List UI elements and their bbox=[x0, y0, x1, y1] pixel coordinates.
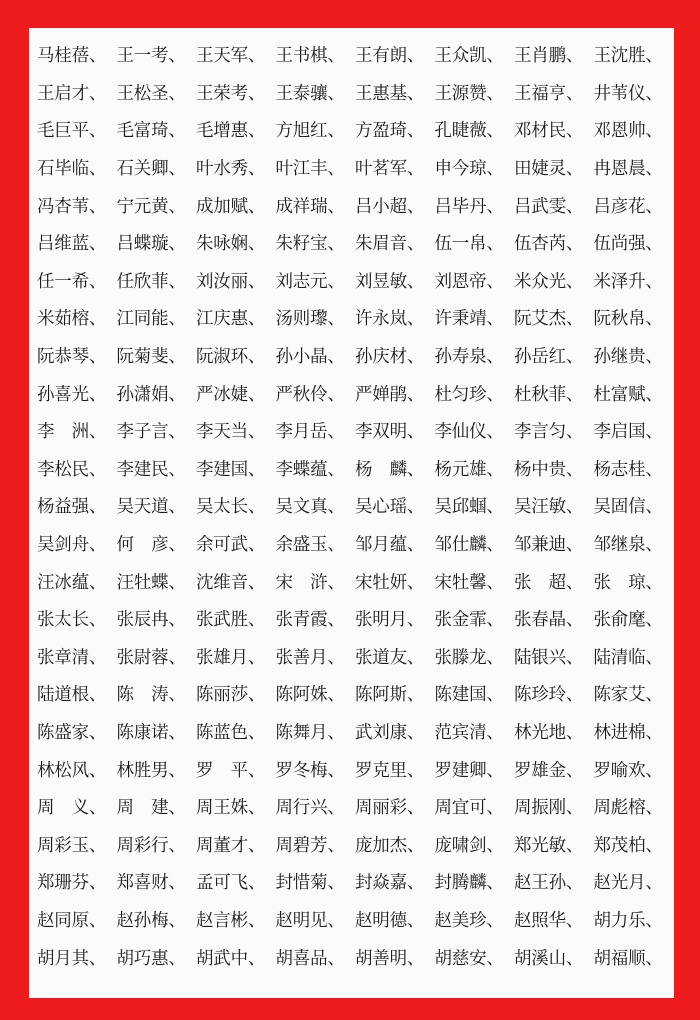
name-entry: 林松风、 bbox=[37, 760, 107, 781]
name-entry: 孙岳红、 bbox=[514, 347, 584, 368]
name-entry: 米泽升、 bbox=[593, 271, 663, 292]
name-entry: 杨中贵、 bbox=[514, 459, 584, 480]
name-entry: 任一希、 bbox=[37, 271, 107, 292]
name-entry: 孙继贵、 bbox=[593, 347, 663, 368]
name-entry: 邓材民、 bbox=[514, 121, 584, 142]
name-entry: 宁元黄、 bbox=[116, 196, 186, 217]
name-entry: 杨益强、 bbox=[37, 497, 107, 518]
name-entry: 孙喜光、 bbox=[37, 384, 107, 405]
name-row bbox=[37, 262, 673, 300]
name-entry: 赵照华、 bbox=[514, 910, 584, 931]
name-entry: 吴文真、 bbox=[275, 497, 345, 518]
name-entry: 王天军、 bbox=[196, 46, 266, 67]
name-entry: 李蝶蕴、 bbox=[275, 459, 345, 480]
name-row bbox=[37, 74, 673, 112]
name-entry: 李天当、 bbox=[196, 422, 266, 443]
name-entry: 赵言彬、 bbox=[196, 910, 266, 931]
name-entry: 吕武雯、 bbox=[514, 196, 584, 217]
name-entry: 张 超、 bbox=[514, 572, 584, 593]
name-entry: 吴固信、 bbox=[593, 497, 663, 518]
name-entry: 邹仕麟、 bbox=[434, 535, 504, 556]
name-entry: 成加赋、 bbox=[196, 196, 266, 217]
name-entry: 吴心瑶、 bbox=[355, 497, 425, 518]
name-entry: 庞加杰、 bbox=[355, 835, 425, 856]
name-entry: 江庆惠、 bbox=[196, 309, 266, 330]
name-entry: 胡武中、 bbox=[196, 948, 266, 969]
name-row bbox=[37, 863, 673, 901]
name-entry: 张道友、 bbox=[355, 647, 425, 668]
name-entry: 陈阿斯、 bbox=[355, 685, 425, 706]
name-entry: 孔睫薇、 bbox=[434, 121, 504, 142]
name-entry: 孟可飞、 bbox=[196, 873, 266, 894]
name-entry: 孙小晶、 bbox=[275, 347, 345, 368]
name-entry: 李子言、 bbox=[116, 422, 186, 443]
name-entry: 刘汝丽、 bbox=[196, 271, 266, 292]
name-entry: 毛巨平、 bbox=[37, 121, 107, 142]
name-entry: 何 彦、 bbox=[116, 535, 186, 556]
name-row bbox=[37, 788, 673, 826]
name-entry: 林光地、 bbox=[514, 722, 584, 743]
name-entry: 陈 涛、 bbox=[116, 685, 186, 706]
name-entry: 杨元雄、 bbox=[434, 459, 504, 480]
name-entry: 陈珍玲、 bbox=[514, 685, 584, 706]
name-entry: 赵孙梅、 bbox=[116, 910, 186, 931]
name-row bbox=[37, 525, 673, 563]
name-row bbox=[37, 450, 673, 488]
name-entry: 胡巧惠、 bbox=[116, 948, 186, 969]
name-entry: 申今琼、 bbox=[434, 159, 504, 180]
name-entry: 朱籽宝、 bbox=[275, 234, 345, 255]
name-entry: 成祥瑞、 bbox=[275, 196, 345, 217]
name-entry: 伍一帛、 bbox=[434, 234, 504, 255]
name-entry: 王书棋、 bbox=[275, 46, 345, 67]
name-entry: 张俞麾、 bbox=[593, 610, 663, 631]
name-entry: 朱眉音、 bbox=[355, 234, 425, 255]
name-entry: 张滕龙、 bbox=[434, 647, 504, 668]
name-entry: 邹兼迪、 bbox=[514, 535, 584, 556]
name-entry: 李建国、 bbox=[196, 459, 266, 480]
name-entry: 庞啸剑、 bbox=[434, 835, 504, 856]
name-entry: 伍杏芮、 bbox=[514, 234, 584, 255]
name-entry: 邹月蕴、 bbox=[355, 535, 425, 556]
name-entry: 许秉靖、 bbox=[434, 309, 504, 330]
names-body bbox=[37, 36, 673, 976]
name-entry: 江同能、 bbox=[116, 309, 186, 330]
name-entry: 汤则瓈、 bbox=[275, 309, 345, 330]
name-entry: 王一考、 bbox=[116, 46, 186, 67]
name-entry: 阮菊斐、 bbox=[116, 347, 186, 368]
name-entry: 罗 平、 bbox=[196, 760, 266, 781]
name-entry: 严秋伶、 bbox=[275, 384, 345, 405]
name-entry: 胡善明、 bbox=[355, 948, 425, 969]
name-entry: 胡喜品、 bbox=[275, 948, 345, 969]
name-entry: 赵王孙、 bbox=[514, 873, 584, 894]
name-entry: 李 洲、 bbox=[37, 422, 107, 443]
name-entry: 范宾清、 bbox=[434, 722, 504, 743]
name-entry: 周行兴、 bbox=[275, 798, 345, 819]
name-entry: 王有朗、 bbox=[355, 46, 425, 67]
name-entry: 王惠基、 bbox=[355, 83, 425, 104]
name-entry: 陆道根、 bbox=[37, 685, 107, 706]
name-entry: 周振刚、 bbox=[514, 798, 584, 819]
name-row bbox=[37, 186, 673, 224]
name-entry: 米众光、 bbox=[514, 271, 584, 292]
name-entry: 宋牡妍、 bbox=[355, 572, 425, 593]
name-entry: 武刘康、 bbox=[355, 722, 425, 743]
name-list-sheet bbox=[29, 28, 674, 998]
name-entry: 李言匀、 bbox=[514, 422, 584, 443]
name-entry: 马桂蓓、 bbox=[37, 46, 107, 67]
name-entry: 陈家艾、 bbox=[593, 685, 663, 706]
name-entry: 吴邱蝈、 bbox=[434, 497, 504, 518]
name-entry: 叶茗军、 bbox=[355, 159, 425, 180]
name-entry: 王荣考、 bbox=[196, 83, 266, 104]
name-entry: 阮艾杰、 bbox=[514, 309, 584, 330]
name-entry: 汪牡蝶、 bbox=[116, 572, 186, 593]
name-entry: 任欣菲、 bbox=[116, 271, 186, 292]
name-entry: 林胜男、 bbox=[116, 760, 186, 781]
name-entry: 王松圣、 bbox=[116, 83, 186, 104]
name-entry: 张善月、 bbox=[275, 647, 345, 668]
name-entry: 罗建卿、 bbox=[434, 760, 504, 781]
name-row bbox=[37, 901, 673, 939]
name-row bbox=[37, 487, 673, 525]
name-row bbox=[37, 36, 673, 74]
name-entry: 方旭红、 bbox=[275, 121, 345, 142]
name-entry: 周宜可、 bbox=[434, 798, 504, 819]
name-entry: 吕彦花、 bbox=[593, 196, 663, 217]
name-entry: 王沈胜、 bbox=[593, 46, 663, 67]
name-entry: 杜匀珍、 bbox=[434, 384, 504, 405]
name-entry: 叶水秀、 bbox=[196, 159, 266, 180]
name-entry: 赵明德、 bbox=[355, 910, 425, 931]
name-entry: 阮恭琴、 bbox=[37, 347, 107, 368]
name-entry: 吕维蓝、 bbox=[37, 234, 107, 255]
name-entry: 陈蓝色、 bbox=[196, 722, 266, 743]
name-entry: 张章清、 bbox=[37, 647, 107, 668]
name-entry: 吴剑舟、 bbox=[37, 535, 107, 556]
name-entry: 张春晶、 bbox=[514, 610, 584, 631]
name-entry: 张金霏、 bbox=[434, 610, 504, 631]
name-entry: 赵同原、 bbox=[37, 910, 107, 931]
name-entry: 汪冰蕴、 bbox=[37, 572, 107, 593]
name-entry: 陈舞月、 bbox=[275, 722, 345, 743]
name-entry: 胡福顺、 bbox=[593, 948, 663, 969]
name-entry: 吴汪敏、 bbox=[514, 497, 584, 518]
name-entry: 陆银兴、 bbox=[514, 647, 584, 668]
name-entry: 杨 麟、 bbox=[355, 459, 425, 480]
name-entry: 赵美珍、 bbox=[434, 910, 504, 931]
name-entry: 张武胜、 bbox=[196, 610, 266, 631]
name-entry: 张青霞、 bbox=[275, 610, 345, 631]
name-entry: 宋 浒、 bbox=[275, 572, 345, 593]
name-entry: 杜秋菲、 bbox=[514, 384, 584, 405]
name-entry: 毛增惠、 bbox=[196, 121, 266, 142]
name-entry: 阮淑环、 bbox=[196, 347, 266, 368]
name-entry: 陈丽莎、 bbox=[196, 685, 266, 706]
name-entry: 陈康诺、 bbox=[116, 722, 186, 743]
name-row bbox=[37, 224, 673, 262]
name-entry: 张太长、 bbox=[37, 610, 107, 631]
name-entry: 叶江丰、 bbox=[275, 159, 345, 180]
name-entry: 胡溪山、 bbox=[514, 948, 584, 969]
name-row bbox=[37, 299, 673, 337]
name-entry: 赵明见、 bbox=[275, 910, 345, 931]
name-entry: 杜富赋、 bbox=[593, 384, 663, 405]
name-row bbox=[37, 412, 673, 450]
name-entry: 周 建、 bbox=[116, 798, 186, 819]
name-entry: 林进棉、 bbox=[593, 722, 663, 743]
name-entry: 周丽彩、 bbox=[355, 798, 425, 819]
name-entry: 毛富琦、 bbox=[116, 121, 186, 142]
name-entry: 方盈琦、 bbox=[355, 121, 425, 142]
name-entry: 石毕临、 bbox=[37, 159, 107, 180]
name-entry: 张明月、 bbox=[355, 610, 425, 631]
name-entry: 石关卿、 bbox=[116, 159, 186, 180]
name-entry: 周碧芳、 bbox=[275, 835, 345, 856]
name-entry: 李双明、 bbox=[355, 422, 425, 443]
names-table bbox=[37, 36, 673, 976]
name-entry: 王肖鹏、 bbox=[514, 46, 584, 67]
name-entry: 罗克里、 bbox=[355, 760, 425, 781]
name-entry: 罗喻欢、 bbox=[593, 760, 663, 781]
name-entry: 陈阿姝、 bbox=[275, 685, 345, 706]
name-entry: 李松民、 bbox=[37, 459, 107, 480]
name-entry: 冯杏苇、 bbox=[37, 196, 107, 217]
name-row bbox=[37, 374, 673, 412]
name-entry: 周 义、 bbox=[37, 798, 107, 819]
name-entry: 张尉蓉、 bbox=[116, 647, 186, 668]
name-row bbox=[37, 713, 673, 751]
name-entry: 余盛玉、 bbox=[275, 535, 345, 556]
name-entry: 孙庆材、 bbox=[355, 347, 425, 368]
name-entry: 李启国、 bbox=[593, 422, 663, 443]
name-entry: 封惜菊、 bbox=[275, 873, 345, 894]
name-entry: 周王姝、 bbox=[196, 798, 266, 819]
name-entry: 张雄月、 bbox=[196, 647, 266, 668]
name-row bbox=[37, 675, 673, 713]
name-entry: 陆清临、 bbox=[593, 647, 663, 668]
name-row bbox=[37, 638, 673, 676]
name-entry: 陈盛家、 bbox=[37, 722, 107, 743]
name-entry: 严婵鹃、 bbox=[355, 384, 425, 405]
name-row bbox=[37, 562, 673, 600]
name-entry: 李月岳、 bbox=[275, 422, 345, 443]
name-entry: 赵光月、 bbox=[593, 873, 663, 894]
name-entry: 米茹榕、 bbox=[37, 309, 107, 330]
name-entry: 张 琼、 bbox=[593, 572, 663, 593]
name-entry: 孙潇娟、 bbox=[116, 384, 186, 405]
name-entry: 邓恩帅、 bbox=[593, 121, 663, 142]
name-entry: 阮秋帛、 bbox=[593, 309, 663, 330]
name-entry: 封腾麟、 bbox=[434, 873, 504, 894]
name-entry: 杨志桂、 bbox=[593, 459, 663, 480]
name-entry: 胡力乐、 bbox=[593, 910, 663, 931]
name-row bbox=[37, 149, 673, 187]
name-entry: 罗冬梅、 bbox=[275, 760, 345, 781]
name-row bbox=[37, 825, 673, 863]
name-entry: 周彩行、 bbox=[116, 835, 186, 856]
name-entry: 许永岚、 bbox=[355, 309, 425, 330]
name-entry: 罗雄金、 bbox=[514, 760, 584, 781]
name-entry: 王福亨、 bbox=[514, 83, 584, 104]
name-entry: 郑茂柏、 bbox=[593, 835, 663, 856]
name-entry: 李建民、 bbox=[116, 459, 186, 480]
name-entry: 宋牡馨、 bbox=[434, 572, 504, 593]
name-row bbox=[37, 938, 673, 976]
name-entry: 冉恩晨、 bbox=[593, 159, 663, 180]
name-entry: 郑珊芬、 bbox=[37, 873, 107, 894]
name-entry: 郑喜财、 bbox=[116, 873, 186, 894]
name-row bbox=[37, 600, 673, 638]
name-entry: 孙寿泉、 bbox=[434, 347, 504, 368]
name-entry: 余可武、 bbox=[196, 535, 266, 556]
name-entry: 沈维音、 bbox=[196, 572, 266, 593]
name-entry: 邹继泉、 bbox=[593, 535, 663, 556]
name-entry: 朱咏娴、 bbox=[196, 234, 266, 255]
name-entry: 胡月其、 bbox=[37, 948, 107, 969]
name-entry: 张辰冉、 bbox=[116, 610, 186, 631]
name-entry: 胡慈安、 bbox=[434, 948, 504, 969]
name-row bbox=[37, 111, 673, 149]
name-entry: 周彪榕、 bbox=[593, 798, 663, 819]
name-entry: 陈建国、 bbox=[434, 685, 504, 706]
name-entry: 封焱嘉、 bbox=[355, 873, 425, 894]
name-entry: 王启才、 bbox=[37, 83, 107, 104]
name-entry: 吕蝶璇、 bbox=[116, 234, 186, 255]
name-entry: 吕小超、 bbox=[355, 196, 425, 217]
name-entry: 王源赞、 bbox=[434, 83, 504, 104]
name-entry: 李仙仪、 bbox=[434, 422, 504, 443]
name-entry: 井苇仪、 bbox=[593, 83, 663, 104]
name-row bbox=[37, 337, 673, 375]
name-entry: 吴天道、 bbox=[116, 497, 186, 518]
name-entry: 伍尚强、 bbox=[593, 234, 663, 255]
name-row bbox=[37, 750, 673, 788]
name-entry: 王众凯、 bbox=[434, 46, 504, 67]
name-entry: 周董才、 bbox=[196, 835, 266, 856]
name-entry: 郑光敏、 bbox=[514, 835, 584, 856]
name-entry: 周彩玉、 bbox=[37, 835, 107, 856]
name-entry: 田婕灵、 bbox=[514, 159, 584, 180]
name-entry: 王泰骧、 bbox=[275, 83, 345, 104]
name-entry: 吴太长、 bbox=[196, 497, 266, 518]
name-entry: 刘昱敏、 bbox=[355, 271, 425, 292]
name-entry: 刘志元、 bbox=[275, 271, 345, 292]
name-entry: 严冰婕、 bbox=[196, 384, 266, 405]
name-entry: 刘恩帝、 bbox=[434, 271, 504, 292]
name-entry: 吕毕丹、 bbox=[434, 196, 504, 217]
